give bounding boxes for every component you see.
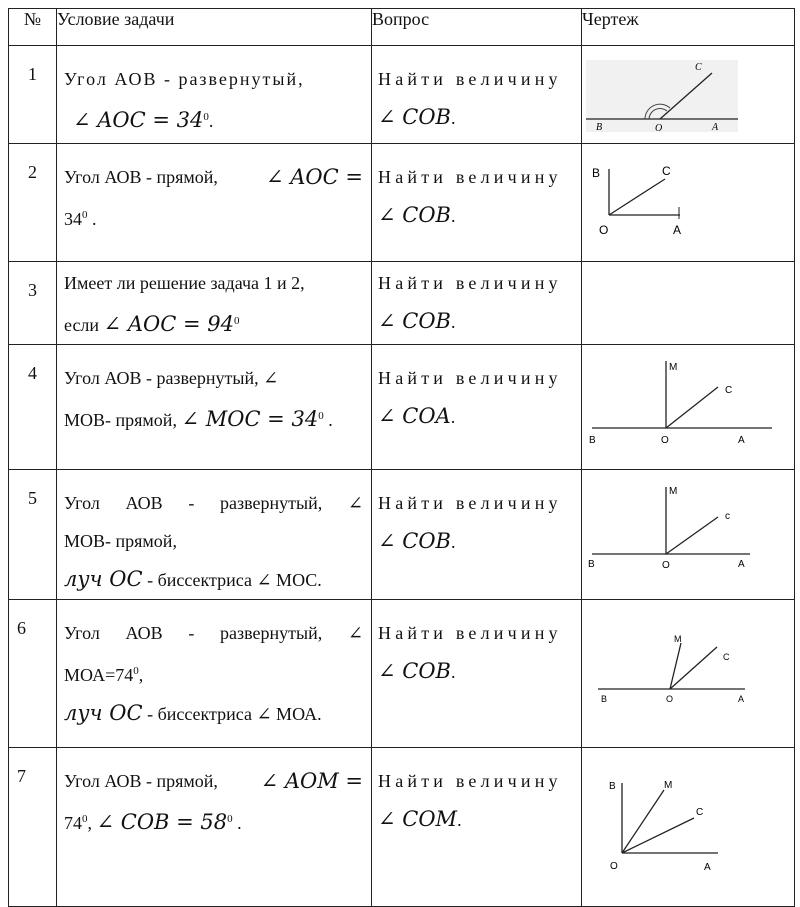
cond-text: если <box>64 315 104 335</box>
task-question <box>372 262 582 345</box>
ray-OC <box>609 179 665 215</box>
label-B: B <box>589 435 596 446</box>
cond-text: 74 <box>64 813 82 833</box>
ray-OC <box>666 517 718 554</box>
question-dot: . <box>451 532 456 552</box>
label-A: A <box>738 694 745 704</box>
drawing-2 <box>582 144 795 261</box>
task-condition <box>57 46 372 144</box>
cond-math: ∠ AOC = 94 <box>103 312 234 336</box>
question-text: Найти величину <box>378 69 562 89</box>
label-C: C <box>725 385 733 396</box>
question-math: ∠ COB <box>378 529 451 553</box>
task-drawing <box>582 748 795 907</box>
task-condition <box>57 144 372 262</box>
label-C: c <box>725 511 730 522</box>
label-A: A <box>704 862 711 873</box>
ray-OC <box>666 387 718 428</box>
cond-math: ∠ AOM = <box>260 769 363 793</box>
cond-text: . <box>87 209 97 229</box>
task-drawing <box>582 144 795 262</box>
task-question <box>372 748 582 907</box>
label-A: A <box>738 435 745 446</box>
task-drawing <box>582 470 795 600</box>
label-C: C <box>723 652 730 662</box>
cond-math: луч OC <box>64 701 143 725</box>
degree-sup: 0 <box>82 209 88 221</box>
ray-OC <box>670 647 717 689</box>
drawing-5 <box>582 470 795 593</box>
label-O: O <box>662 560 670 571</box>
label-B: B <box>596 122 603 133</box>
task-condition <box>57 600 372 748</box>
label-B: B <box>588 559 595 570</box>
task-row-4 <box>9 345 795 470</box>
degree-sup: 0 <box>227 813 233 825</box>
task-row-7 <box>9 748 795 907</box>
label-A: A <box>738 559 745 570</box>
cond-text: Имеет ли решение задача 1 и 2, <box>64 273 305 293</box>
cond-text: Угол АОВ - развернутый, ∠ <box>64 368 279 388</box>
task-number: 3 <box>9 262 57 345</box>
task-number: 2 <box>9 144 57 262</box>
cond-text: МОВ- прямой, <box>64 531 177 551</box>
cond-text: 34 <box>64 209 82 229</box>
tasks-table <box>8 8 795 907</box>
task-condition <box>57 345 372 470</box>
label-M: M <box>669 486 678 497</box>
label-M: M <box>674 634 682 644</box>
degree-sup: 0 <box>203 111 209 123</box>
question-text: Найти величину <box>378 167 562 187</box>
ray-OM <box>622 790 664 853</box>
question-dot: . <box>450 407 456 427</box>
question-dot: . <box>451 108 456 128</box>
cond-text: - биссектриса ∠ МОА. <box>142 704 322 724</box>
header-row <box>9 9 795 46</box>
task-drawing <box>582 46 795 144</box>
task-number: 5 <box>9 470 57 600</box>
header-drawing: Чертеж <box>582 9 795 46</box>
cond-text: . <box>323 410 333 430</box>
degree-sup: 0 <box>233 315 240 327</box>
cond-text: , <box>87 813 97 833</box>
label-B: B <box>592 166 601 180</box>
task-drawing <box>582 600 795 748</box>
label-O: O <box>610 861 618 872</box>
task-drawing-empty <box>582 262 795 345</box>
degree-sup: 0 <box>133 665 139 677</box>
task-row-5 <box>9 470 795 600</box>
task-number: 7 <box>9 748 57 907</box>
question-dot: . <box>451 312 456 332</box>
task-number: 4 <box>9 345 57 470</box>
header-condition: Условие задачи <box>57 9 372 46</box>
header-question: Вопрос <box>372 9 582 46</box>
question-text: Найти величину <box>378 368 562 388</box>
cond-math: луч OC <box>64 567 143 591</box>
cond-text: МОВ- прямой, <box>64 410 182 430</box>
label-O: O <box>666 694 674 704</box>
label-C: C <box>662 164 671 178</box>
cond-math: ∠ COB = 58 <box>96 810 228 834</box>
task-question <box>372 470 582 600</box>
task-number: 1 <box>9 46 57 144</box>
label-M: M <box>669 362 678 373</box>
task-row-2 <box>9 144 795 262</box>
drawing-4 <box>582 345 795 469</box>
label-M: M <box>664 780 673 791</box>
cond-text: Угол АОВ - прямой, <box>64 167 218 187</box>
label-O: O <box>599 223 609 237</box>
question-math: ∠ COA <box>378 404 451 428</box>
task-question <box>372 600 582 748</box>
task-condition <box>57 262 372 345</box>
question-math: ∠ COB <box>378 203 451 227</box>
cond-text: Угол АОВ - прямой, <box>64 771 218 791</box>
question-dot: . <box>451 206 456 226</box>
question-math: ∠ COB <box>378 105 451 129</box>
drawing-7 <box>582 748 795 906</box>
label-B: B <box>609 781 616 792</box>
task-number: 6 <box>9 600 57 748</box>
question-text: Найти величину <box>378 623 562 643</box>
drawing-6 <box>582 600 795 747</box>
drawing-1 <box>582 46 795 143</box>
task-question <box>372 345 582 470</box>
task-drawing <box>582 345 795 470</box>
task-row-1 <box>9 46 795 144</box>
label-C: C <box>696 807 704 818</box>
cond-math: ∠ MOC = 34 <box>181 407 319 431</box>
label-O: O <box>655 123 663 134</box>
label-B: B <box>601 694 608 704</box>
label-C: C <box>695 62 702 73</box>
task-row-3 <box>9 262 795 345</box>
question-math: ∠ COM <box>378 807 458 831</box>
degree-sup: 0 <box>318 410 324 422</box>
ray-OC <box>622 818 694 853</box>
task-condition <box>57 748 372 907</box>
question-text: Найти величину <box>378 493 562 513</box>
degree-sup: 0 <box>82 813 88 825</box>
task-question <box>372 46 582 144</box>
question-math: ∠ COB <box>378 659 451 683</box>
task-condition <box>57 470 372 600</box>
label-A: A <box>673 223 682 237</box>
question-text: Найти величину <box>378 273 562 293</box>
cond-math: ∠ AOC = <box>266 165 363 189</box>
question-dot: . <box>457 810 462 830</box>
label-A: A <box>712 122 719 133</box>
question-dot: . <box>451 662 456 682</box>
task-row-6 <box>9 600 795 748</box>
cond-text: МОА=74 <box>64 665 134 685</box>
cond-text: Угол АОВ - развернутый, <box>64 69 305 89</box>
cond-math: ∠ AOC = 34 <box>73 108 204 132</box>
cond-text: - биссектриса ∠ МОС. <box>142 570 322 590</box>
cond-text: , <box>138 665 144 685</box>
cond-text: Угол АОВ - развернутый, ∠ <box>64 623 363 643</box>
question-math: ∠ COB <box>378 309 451 333</box>
label-O: O <box>661 435 669 446</box>
cond-text: Угол АОВ - развернутый, ∠ <box>64 493 363 513</box>
question-text: Найти величину <box>378 771 562 791</box>
header-number: № <box>9 9 57 46</box>
task-question <box>372 144 582 262</box>
cond-text: . <box>208 111 214 131</box>
ray-OM <box>670 643 681 689</box>
cond-text: . <box>232 813 242 833</box>
